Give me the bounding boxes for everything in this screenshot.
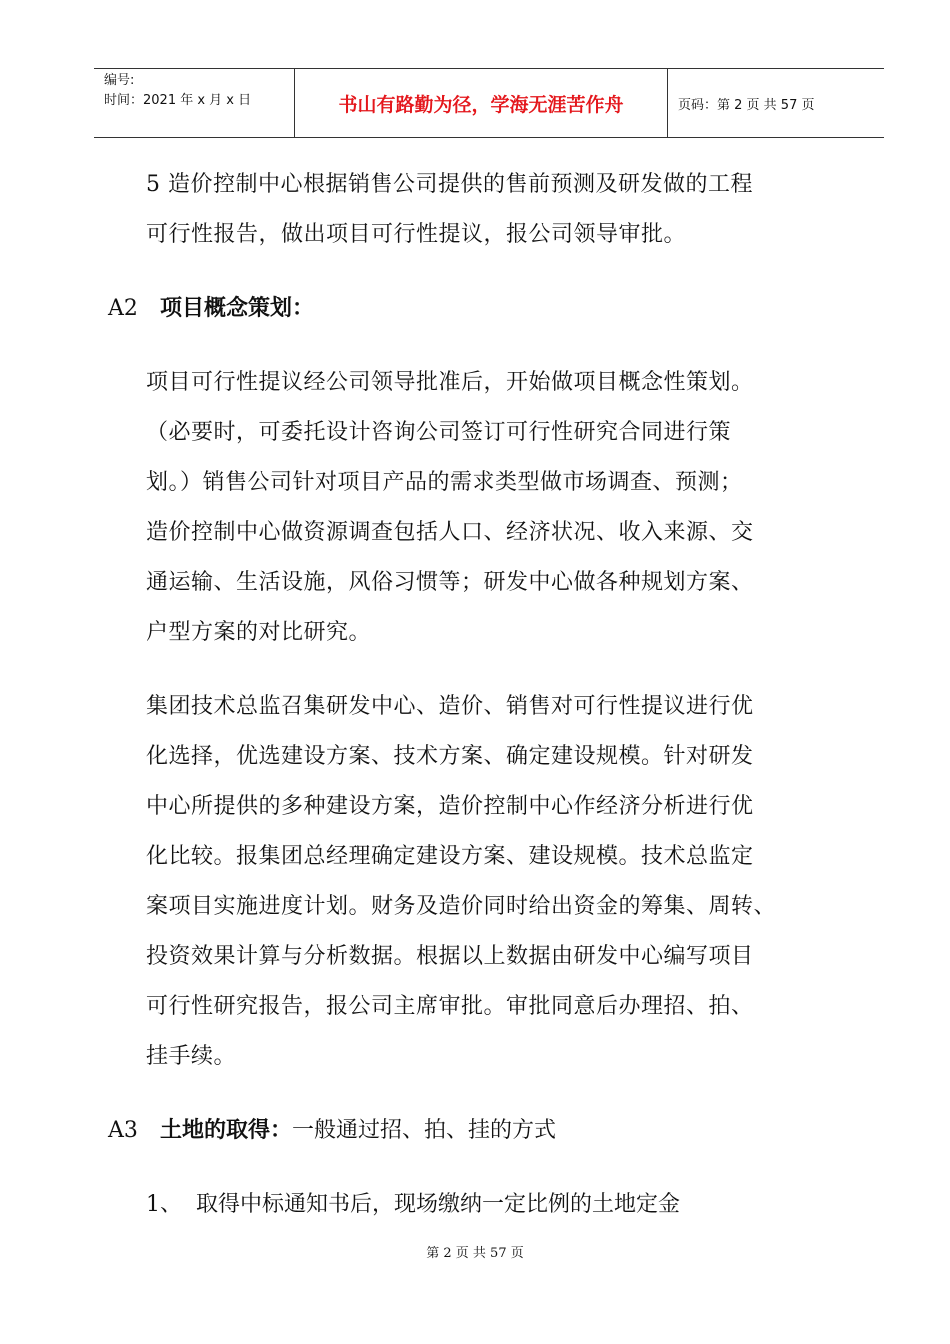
list-item-1 bbox=[146, 1190, 680, 1220]
text-line: 可行性研究报告，报公司主席审批。审批同意后办理招、拍、 bbox=[146, 994, 754, 1019]
time-label: 时间：2021 年 x 月 x 日 bbox=[104, 93, 252, 108]
text-line: 案项目实施进度计划。财务及造价同时给出资金的筹集、周转、 bbox=[146, 894, 777, 919]
text-line: 造价控制中心做资源调查包括人口、经济状况、收入来源、交 bbox=[146, 520, 754, 545]
text-line: 集团技术总监召集研发中心、造价、销售对可行性提议进行优 bbox=[146, 694, 754, 719]
paragraph-3 bbox=[146, 682, 846, 1082]
text-line: 户型方案的对比研究。 bbox=[146, 620, 372, 645]
text-line: 挂手续。 bbox=[146, 1044, 237, 1069]
text-line: 项目可行性提议经公司领导批准后，开始做项目概念性策划。 bbox=[146, 370, 754, 395]
heading-title: 土地的取得： bbox=[160, 1118, 293, 1143]
text-line: 投资效果计算与分析数据。根据以上数据由研发中心编写项目 bbox=[146, 944, 754, 969]
text-line: 5 造价控制中心根据销售公司提供的售前预测及研发做的工程 bbox=[146, 172, 753, 197]
page-footer: 第 2 页 共 57 页 bbox=[426, 1246, 524, 1261]
item-text: 取得中标通知书后，现场缴纳一定比例的土地定金 bbox=[196, 1192, 681, 1217]
header-info-cell bbox=[94, 69, 295, 137]
item-number: 1、 bbox=[146, 1192, 182, 1217]
header-motto: 书山有路勤为径，学海无涯苦作舟 bbox=[295, 69, 668, 137]
heading-code: A3 bbox=[108, 1118, 138, 1143]
heading-code: A2 bbox=[108, 296, 138, 321]
serial-label: 编号: bbox=[104, 73, 135, 88]
text-line: 化选择，优选建设方案、技术方案、确定建设规模。针对研发 bbox=[146, 744, 754, 769]
heading-a2 bbox=[108, 294, 314, 324]
text-line: 可行性报告，做出项目可行性提议，报公司领导审批。 bbox=[146, 222, 687, 247]
page-header bbox=[94, 68, 884, 138]
text-line: （必要时，可委托设计咨询公司签订可行性研究合同进行策 bbox=[146, 420, 732, 445]
text-line: 化比较。报集团总经理确定建设方案、建设规模。技术总监定 bbox=[146, 844, 754, 869]
heading-title: 项目概念策划： bbox=[160, 296, 315, 321]
text-line: 划。）销售公司针对项目产品的需求类型做市场调查、预测； bbox=[146, 470, 743, 495]
heading-a3 bbox=[108, 1116, 556, 1146]
heading-rest: 一般通过招、拍、挂的方式 bbox=[292, 1118, 557, 1143]
text-line: 中心所提供的多种建设方案，造价控制中心作经济分析进行优 bbox=[146, 794, 754, 819]
paragraph-2 bbox=[146, 358, 846, 658]
header-page-label: 页码：第 2 页 共 57 页 bbox=[678, 97, 815, 113]
paragraph-1 bbox=[146, 160, 846, 260]
text-line: 通运输、生活设施，风俗习惯等；研发中心做各种规划方案、 bbox=[146, 570, 754, 595]
